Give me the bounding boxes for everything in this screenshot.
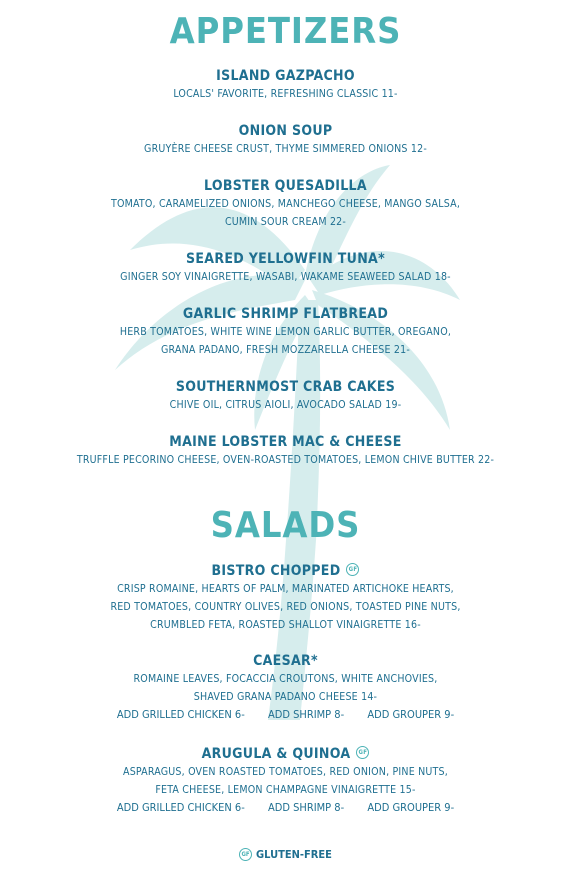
- item-name: LOBSTER QUESADILLA: [204, 178, 367, 194]
- item-description: GRANA PADANO, FRESH MOZZARELLA CHEESE 21-: [160, 343, 411, 356]
- item-description: TOMATO, CARAMELIZED ONIONS, MANCHEGO CHEESE, MANGO SALSA,: [110, 197, 461, 210]
- addon-chicken: ADD GRILLED CHICKEN 6-: [116, 801, 245, 814]
- item-name: [0, 562, 571, 580]
- gluten-free-legend: [0, 848, 571, 862]
- gluten-free-icon: GF: [346, 563, 359, 576]
- gluten-free-icon: GF: [356, 746, 369, 759]
- menu-item: [0, 177, 571, 231]
- item-name: SOUTHERNMOST CRAB CAKES: [175, 379, 396, 395]
- item-description: CHIVE OIL, CITRUS AIOLI, AVOCADO SALAD 19-: [169, 398, 402, 411]
- item-description: SHAVED GRANA PADANO CHEESE 14-: [193, 690, 378, 703]
- menu-item: [0, 67, 571, 103]
- addon-shrimp: ADD SHRIMP 8-: [267, 708, 345, 721]
- menu-item: [0, 562, 571, 634]
- item-description: GRUYÈRE CHEESE CRUST, THYME SIMMERED ONIONS 12-: [144, 142, 427, 155]
- menu-item: [0, 745, 571, 817]
- salads-title: SALADS: [210, 505, 361, 546]
- item-name: SEARED YELLOWFIN TUNA*: [186, 251, 385, 267]
- appetizers-title: APPETIZERS: [169, 11, 402, 52]
- item-name: CAESAR*: [253, 653, 318, 669]
- menu-item: [0, 378, 571, 414]
- legend-label: GLUTEN-FREE: [256, 848, 332, 861]
- item-name: ISLAND GAZPACHO: [216, 68, 355, 84]
- item-description: FETA CHEESE, LEMON CHAMPAGNE VINAIGRETTE 15-: [155, 783, 416, 796]
- item-description: RED TOMATOES, COUNTRY OLIVES, RED ONIONS, TOASTED PINE NUTS,: [110, 600, 461, 613]
- menu-item: [0, 652, 571, 724]
- item-description: ROMAINE LEAVES, FOCACCIA CROUTONS, WHITE ANCHOVIES,: [133, 672, 438, 685]
- item-name: MAINE LOBSTER MAC & CHEESE: [169, 434, 402, 450]
- item-name-text: BISTRO CHOPPED: [211, 563, 341, 579]
- item-name: ONION SOUP: [238, 123, 333, 139]
- menu-item: [0, 122, 571, 158]
- add-ons: [0, 706, 571, 724]
- add-ons: [0, 799, 571, 817]
- item-description: CRUMBLED FETA, ROASTED SHALLOT VINAIGRETTE 16-: [150, 618, 421, 631]
- item-description: TRUFFLE PECORINO CHEESE, OVEN-ROASTED TOMATOES, LEMON CHIVE BUTTER 22-: [76, 453, 495, 466]
- addon-shrimp: ADD SHRIMP 8-: [267, 801, 345, 814]
- item-description: CRISP ROMAINE, HEARTS OF PALM, MARINATED ARTICHOKE HEARTS,: [117, 582, 454, 595]
- gluten-free-icon: GF: [239, 848, 252, 861]
- item-name: [0, 745, 571, 763]
- addon-chicken: ADD GRILLED CHICKEN 6-: [116, 708, 245, 721]
- item-description: CUMIN SOUR CREAM 22-: [224, 215, 347, 228]
- menu-item: [0, 433, 571, 469]
- item-description: ASPARAGUS, OVEN ROASTED TOMATOES, RED ONION, PINE NUTS,: [123, 765, 448, 778]
- addon-grouper: ADD GROUPER 9-: [367, 801, 455, 814]
- item-description: LOCALS' FAVORITE, REFRESHING CLASSIC 11-: [173, 87, 398, 100]
- item-description: HERB TOMATOES, WHITE WINE LEMON GARLIC BUTTER, OREGANO,: [119, 325, 452, 338]
- item-name: GARLIC SHRIMP FLATBREAD: [182, 306, 389, 322]
- menu-item: [0, 250, 571, 286]
- menu-item: [0, 305, 571, 359]
- addon-grouper: ADD GROUPER 9-: [367, 708, 455, 721]
- item-description: GINGER SOY VINAIGRETTE, WASABI, WAKAME SEAWEED SALAD 18-: [120, 270, 451, 283]
- item-name-text: ARUGULA & QUINOA: [201, 746, 351, 762]
